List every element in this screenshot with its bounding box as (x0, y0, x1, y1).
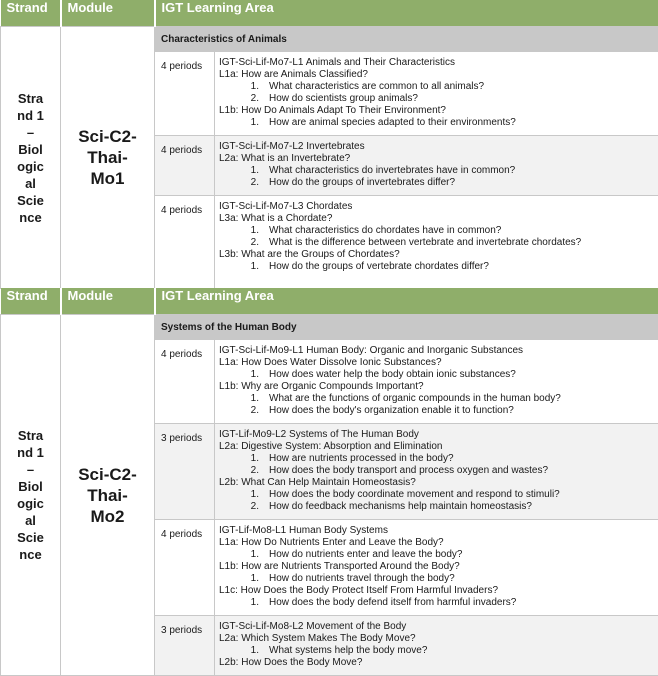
lesson-content (215, 136, 658, 196)
curriculum-table-2 (0, 288, 658, 676)
sub-question: 1. What characteristics do chordates have in common? (219, 225, 654, 237)
lesson-question: L2b: How Does the Body Move? (219, 657, 654, 669)
lesson-title: IGT-Sci-Lif-Mo8-L2 Movement of the Body (219, 621, 654, 633)
lesson-title: IGT-Sci-Lif-Mo9-L1 Human Body: Organic and Inorganic Substances (219, 345, 654, 357)
periods-cell: 4 periods (155, 196, 215, 289)
lesson-title: IGT-Sci-Lif-Mo7-L1 Animals and Their Characteristics (219, 57, 654, 69)
lesson-question: L1b: Why are Organic Compounds Important? (219, 381, 654, 393)
header-strand: Strand (1, 0, 61, 27)
header-strand: Strand (1, 288, 61, 315)
lesson-title: IGT-Sci-Lif-Mo7-L3 Chordates (219, 201, 654, 213)
sub-question: 1. How do nutrients travel through the body? (219, 573, 654, 585)
sub-question: 2. How do feedback mechanisms help maintain homeostasis? (219, 501, 654, 513)
sub-question: 1. What systems help the body move? (219, 645, 654, 657)
periods-cell: 3 periods (155, 424, 215, 520)
lesson-question: L1b: How Do Animals Adapt To Their Environment? (219, 105, 654, 117)
strand-cell: Stra nd 1 – Biol ogic al Scie nce (1, 27, 61, 289)
periods-cell: 4 periods (155, 52, 215, 136)
lesson-content (215, 196, 658, 289)
lesson-question: L1a: How Do Nutrients Enter and Leave the Body? (219, 537, 654, 549)
learning-area-title: Characteristics of Animals (155, 27, 658, 52)
lesson-question: L2b: What Can Help Maintain Homeostasis? (219, 477, 654, 489)
header-module: Module (61, 288, 155, 315)
sub-question: 1. How are nutrients processed in the body? (219, 453, 654, 465)
lesson-question: L1a: How Does Water Dissolve Ionic Substances? (219, 357, 654, 369)
sub-question: 1. What characteristics are common to all animals? (219, 81, 654, 93)
periods-cell: 4 periods (155, 136, 215, 196)
lesson-question: L2a: What is an Invertebrate? (219, 153, 654, 165)
lesson-question: L2a: Digestive System: Absorption and Elimination (219, 441, 654, 453)
sub-question: 2. How does the body transport and process oxygen and wastes? (219, 465, 654, 477)
lesson-content (215, 52, 658, 136)
header-learning-area: IGT Learning Area (155, 288, 658, 315)
lesson-question: L3a: What is a Chordate? (219, 213, 654, 225)
lesson-content (215, 616, 658, 676)
curriculum-table-1 (0, 0, 658, 289)
lesson-title: IGT-Lif-Mo8-L1 Human Body Systems (219, 525, 654, 537)
lesson-question: L1b: How are Nutrients Transported Around the Body? (219, 561, 654, 573)
learning-area-title: Systems of the Human Body (155, 315, 658, 340)
module-cell: Sci-C2- Thai- Mo1 (61, 27, 155, 289)
lesson-question: L1c: How Does the Body Protect Itself From Harmful Invaders? (219, 585, 654, 597)
lesson-content (215, 424, 658, 520)
lesson-question: L2a: Which System Makes The Body Move? (219, 633, 654, 645)
sub-question: 1. What characteristics do invertebrates have in common? (219, 165, 654, 177)
sub-question: 2. How does the body's organization enable it to function? (219, 405, 654, 417)
sub-question: 2. How do scientists group animals? (219, 93, 654, 105)
periods-cell: 4 periods (155, 340, 215, 424)
periods-cell: 4 periods (155, 520, 215, 616)
sub-question: 1. How does water help the body obtain ionic substances? (219, 369, 654, 381)
lesson-content (215, 520, 658, 616)
periods-cell: 3 periods (155, 616, 215, 676)
sub-question: 1. How does the body coordinate movement and respond to stimuli? (219, 489, 654, 501)
sub-question: 2. What is the difference between vertebrate and invertebrate chordates? (219, 237, 654, 249)
strand-cell: Stra nd 1 – Biol ogic al Scie nce (1, 315, 61, 676)
lesson-title: IGT-Lif-Mo9-L2 Systems of The Human Body (219, 429, 654, 441)
lesson-question: L3b: What are the Groups of Chordates? (219, 249, 654, 261)
header-module: Module (61, 0, 155, 27)
sub-question: 1. How do nutrients enter and leave the body? (219, 549, 654, 561)
header-row (1, 288, 658, 315)
sub-question: 2. How do the groups of invertebrates differ? (219, 177, 654, 189)
lesson-question: L1a: How are Animals Classified? (219, 69, 654, 81)
sub-question: 1. How does the body defend itself from harmful invaders? (219, 597, 654, 609)
header-learning-area: IGT Learning Area (155, 0, 658, 27)
lesson-title: IGT-Sci-Lif-Mo7-L2 Invertebrates (219, 141, 654, 153)
lesson-content (215, 340, 658, 424)
header-row (1, 0, 658, 27)
sub-question: 1. How do the groups of vertebrate chordates differ? (219, 261, 654, 273)
sub-question: 1. How are animal species adapted to their environments? (219, 117, 654, 129)
module-cell: Sci-C2- Thai- Mo2 (61, 315, 155, 676)
sub-question: 1. What are the functions of organic compounds in the human body? (219, 393, 654, 405)
